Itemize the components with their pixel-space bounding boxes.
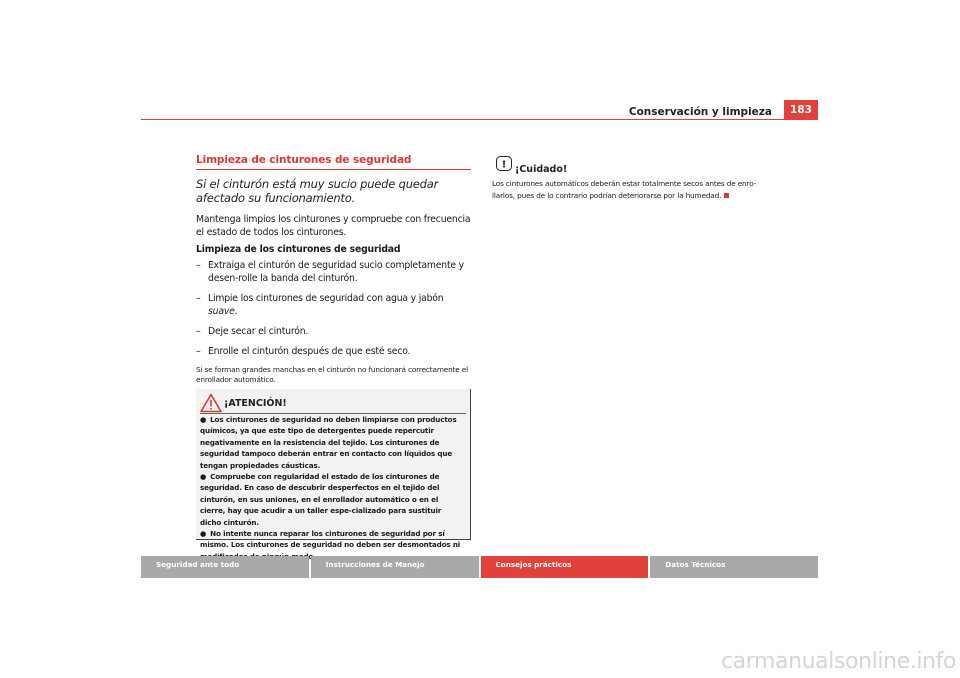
section-title: Limpieza de cinturones de seguridad (196, 154, 471, 170)
step-dash: – (196, 260, 201, 271)
header-divider (141, 119, 818, 120)
note-text: Si se forman grandes manchas en el cinturón no funcionará correctamente el enrollador automático. (196, 365, 469, 384)
warning-item (200, 414, 464, 471)
step-item (196, 345, 471, 358)
left-column (196, 154, 471, 385)
step-text: Extraiga el cinturón de seguridad sucio completamente y desen-rolle la banda del cinturón. (208, 260, 464, 284)
bullet-icon: ● (200, 472, 207, 482)
step-item (196, 292, 471, 318)
warning-item (200, 471, 464, 528)
page-header-title: Conservación y limpieza (628, 106, 772, 118)
caution-body-text: Los cinturones automáticos deberán estar totalmente secos antes de enro-llarlos, pues de lo contrario podrían deteriorarse por la humedad. (492, 179, 757, 200)
step-text: Enrolle el cinturón después de que esté seco. (208, 346, 411, 357)
footer-tab-consejos[interactable]: Consejos prácticos (481, 556, 649, 578)
footer-tab-seguridad[interactable]: Seguridad ante todo (141, 556, 309, 578)
caution-exclamation-icon (496, 156, 512, 171)
steps-heading: Limpieza de los cinturones de seguridad (196, 244, 401, 255)
step-text-italic: suave (208, 306, 235, 317)
page-number: 183 (784, 100, 818, 120)
step-dash: – (196, 293, 201, 304)
step-text (208, 292, 471, 318)
step-text-before: Limpie los cinturones de seguridad con agua y jabón (208, 293, 444, 304)
caution-glyph: ! (501, 159, 507, 171)
step-dash: – (196, 326, 201, 337)
caution-text (492, 178, 774, 201)
warning-box (196, 389, 471, 550)
warning-item-text: No intente nunca reparar los cinturones de seguridad por sí mismo. Los cinturones de seguridad no deben ser desmontados ni (200, 529, 461, 550)
warning-list (200, 414, 464, 562)
footer-nav (141, 556, 818, 578)
warning-item-text: Compruebe con regularidad el estado de los cinturones de seguridad. En caso de descubrir desperfectos en el tejido del cinturón, en sus uniones, en el enrollador automático o en el cierre, hay que acudir a un taller espe-cializado para sustituir dicho cinturón. (200, 472, 442, 527)
bullet-icon: ● (200, 415, 207, 424)
footer-tab-datos[interactable]: Datos Técnicos (650, 556, 818, 578)
intro-paragraph: Mantenga limpios los cinturones y compruebe con frecuencia el estado de todos los cinturones. (196, 214, 471, 238)
step-item (196, 325, 471, 338)
watermark: carmanualsonline.info (720, 649, 956, 674)
bullet-icon: ● (200, 529, 207, 539)
step-text: Deje secar el cinturón. (208, 326, 309, 337)
end-square-icon (724, 193, 729, 198)
warning-triangle-icon (200, 393, 222, 413)
caution-title: ¡Cuidado! (515, 164, 568, 175)
step-item (196, 259, 471, 285)
footer-tab-instrucciones[interactable]: Instrucciones de Manejo (311, 556, 479, 578)
step-dash: – (196, 346, 201, 357)
step-text-after: . (234, 306, 238, 317)
warning-item-text: Los cinturones de seguridad no deben limpiarse con productos químicos, ya que este tipo de detergentes puede repercutir negativamente en la resistencia del tejido. Los cinturones de seguridad tampoco deberán entrar en contacto con líquidos que tengan propiedades cáusticas. (200, 415, 457, 470)
section-subtitle: Si el cinturón está muy sucio puede quedar afectado su funcionamiento. (196, 177, 439, 205)
warning-title: ¡ATENCIÓN! (224, 398, 287, 409)
